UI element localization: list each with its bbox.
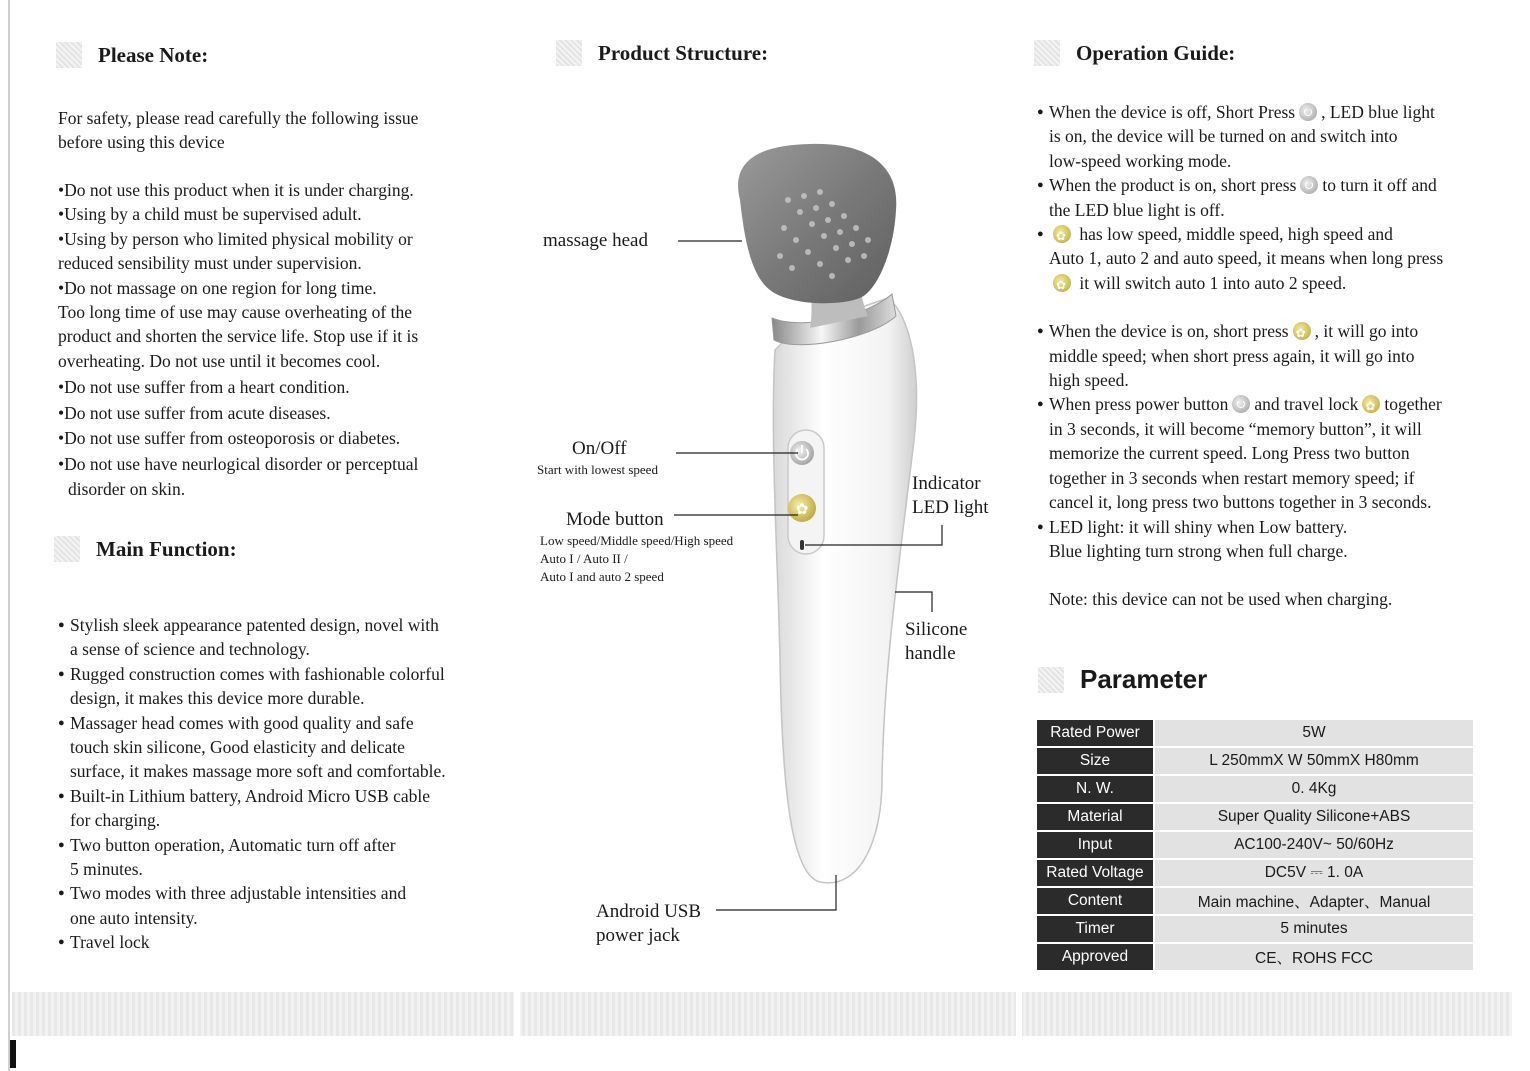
- massage-head-label: massage head: [543, 230, 648, 251]
- list-item: • Using by a child must be supervised adult.: [58, 202, 528, 226]
- page-corner-mark: [10, 1040, 16, 1068]
- footer-divider: [1016, 992, 1022, 1036]
- list-item: ● Rugged construction comes with fashionable colorful design, it makes this device more durable.: [58, 662, 528, 711]
- table-row: Rated Voltage DC5V ⎓ 1. 0A: [1037, 860, 1473, 886]
- section-marker-icon: [56, 42, 82, 68]
- list-item: ● When the product is on, short press to turn it off and the LED blue light is off.: [1037, 173, 1507, 222]
- list-item: ● When the device is on, short press✿ , it will go into middle speed; when short press again, it will go into high speed.: [1037, 319, 1507, 392]
- list-item: ● Massager head comes with good quality and safe touch skin silicone, Good elasticity and delicate surface, it makes massage more soft and comfortable.: [58, 711, 528, 784]
- footer-band: [12, 992, 1512, 1036]
- list-item: ● When press power button and travel lock✿ together in 3 seconds, it will become “memory button”, it will memorize the current speed. Long Press two button together in 3 seconds when restart memory speed; if cancel it, long press two buttons together in 3 seconds.: [1037, 392, 1507, 514]
- table-row: Rated Power 5W: [1037, 720, 1473, 746]
- mode-icon: [1053, 274, 1071, 292]
- list-item: ● Stylish sleek appearance patented design, novel with a sense of science and technology.: [58, 613, 528, 662]
- table-row: Content Main machine、Adapter、Manual: [1037, 888, 1473, 914]
- usb-jack-label: Android USB power jack: [596, 901, 702, 946]
- table-row: Material Super Quality Silicone+ABS: [1037, 804, 1473, 830]
- main-function-heading: [54, 536, 237, 562]
- main-function-list: [58, 613, 528, 955]
- power-icon: [1232, 395, 1250, 413]
- please-note-heading: [56, 42, 208, 68]
- list-item: • Do not use suffer from a heart condition.: [58, 375, 528, 401]
- list-item: • Do not use have neurlogical disorder or perceptual disorder on skin.: [58, 452, 528, 503]
- product-structure-title: Product Structure:: [598, 40, 769, 65]
- page-edge: [8, 0, 10, 1071]
- power-icon: [1299, 103, 1317, 121]
- mode-icon: [1293, 322, 1311, 340]
- section-marker-icon: [1034, 40, 1060, 66]
- parameter-table: [1037, 718, 1473, 972]
- indicator-led-label: Indicator LED light: [912, 473, 989, 518]
- parameter-heading: [1038, 664, 1207, 695]
- main-function-title: Main Function:: [96, 536, 237, 561]
- power-icon: [1300, 176, 1318, 194]
- overheat-note: Too long time of use may cause overheating of the product and shorten the service life. Stop use if it is overheating. Do not use until it becomes cool.: [58, 302, 419, 371]
- svg-text:✿: ✿: [795, 500, 809, 518]
- list-item: ● Built-in Lithium battery, Android Micro USB cable for charging.: [58, 784, 528, 833]
- operation-guide-heading: [1034, 40, 1235, 66]
- safety-intro: For safety, please read carefully the following issue before using this device: [58, 108, 419, 153]
- please-note-title: Please Note:: [98, 42, 209, 67]
- operation-guide-list: [1037, 100, 1507, 612]
- led-indicator-icon: [800, 540, 804, 550]
- list-item: • Do not use suffer from acute diseases.: [58, 401, 528, 427]
- list-item: ● Two modes with three adjustable intensities and one auto intensity.: [58, 881, 528, 930]
- mode-button-sublabel: Low speed/Middle speed/High speed Auto I / Auto II / Auto I and auto 2 speed: [540, 533, 734, 584]
- table-row: Timer 5 minutes: [1037, 916, 1473, 942]
- list-item: • Using by person who limited physical mobility or reduced sensibility must under supervision.: [58, 227, 528, 276]
- note-items: [58, 178, 528, 300]
- product-structure-heading: [556, 40, 768, 66]
- list-item: ✿ ● has low speed, middle speed, high speed and Auto 1, auto 2 and auto speed, it means when long press ✿ it will switch auto 1 into auto 2 speed.: [1037, 222, 1507, 295]
- silicone-handle-label: Silicone handle: [905, 619, 968, 664]
- on-off-sublabel: Start with lowest speed: [537, 462, 658, 477]
- table-row: Input AC100-240V~ 50/60Hz: [1037, 832, 1473, 858]
- note-items-2: [58, 375, 528, 503]
- table-row: Approved CE、ROHS FCC: [1037, 944, 1473, 970]
- list-item: • Do not use suffer from osteoporosis or diabetes.: [58, 426, 528, 452]
- list-item: ● Two button operation, Automatic turn off after 5 minutes.: [58, 833, 528, 882]
- charging-note: Note: this device can not be used when charging.: [1049, 589, 1393, 610]
- massager-device-illustration: [700, 140, 960, 900]
- table-row: N. W. 0. 4Kg: [1037, 776, 1473, 802]
- mode-icon: [1362, 395, 1380, 413]
- mode-button-label: Mode button: [566, 509, 664, 530]
- section-marker-icon: [1038, 667, 1064, 693]
- list-item: • Do not massage on one region for long time.: [58, 276, 528, 300]
- mode-icon: [1053, 225, 1071, 243]
- on-off-label: On/Off: [572, 438, 627, 459]
- safety-list: [58, 178, 528, 503]
- operation-guide-title: Operation Guide:: [1076, 40, 1236, 65]
- footer-divider: [514, 992, 520, 1036]
- parameter-title: Parameter: [1080, 664, 1208, 694]
- table-row: Size L 250mmX W 50mmX H80mm: [1037, 748, 1473, 774]
- list-item: ● LED light: it will shiny when Low battery. Blue lighting turn strong when full charge.: [1037, 515, 1507, 564]
- list-item: ● Travel lock: [58, 930, 528, 954]
- section-marker-icon: [556, 40, 582, 66]
- section-marker-icon: [54, 536, 80, 562]
- list-item: • Do not use this product when it is under charging.: [58, 178, 528, 202]
- list-item: ● When the device is off, Short Press , LED blue light is on, the device will be turned on and switch into low-speed working mode.: [1037, 100, 1507, 173]
